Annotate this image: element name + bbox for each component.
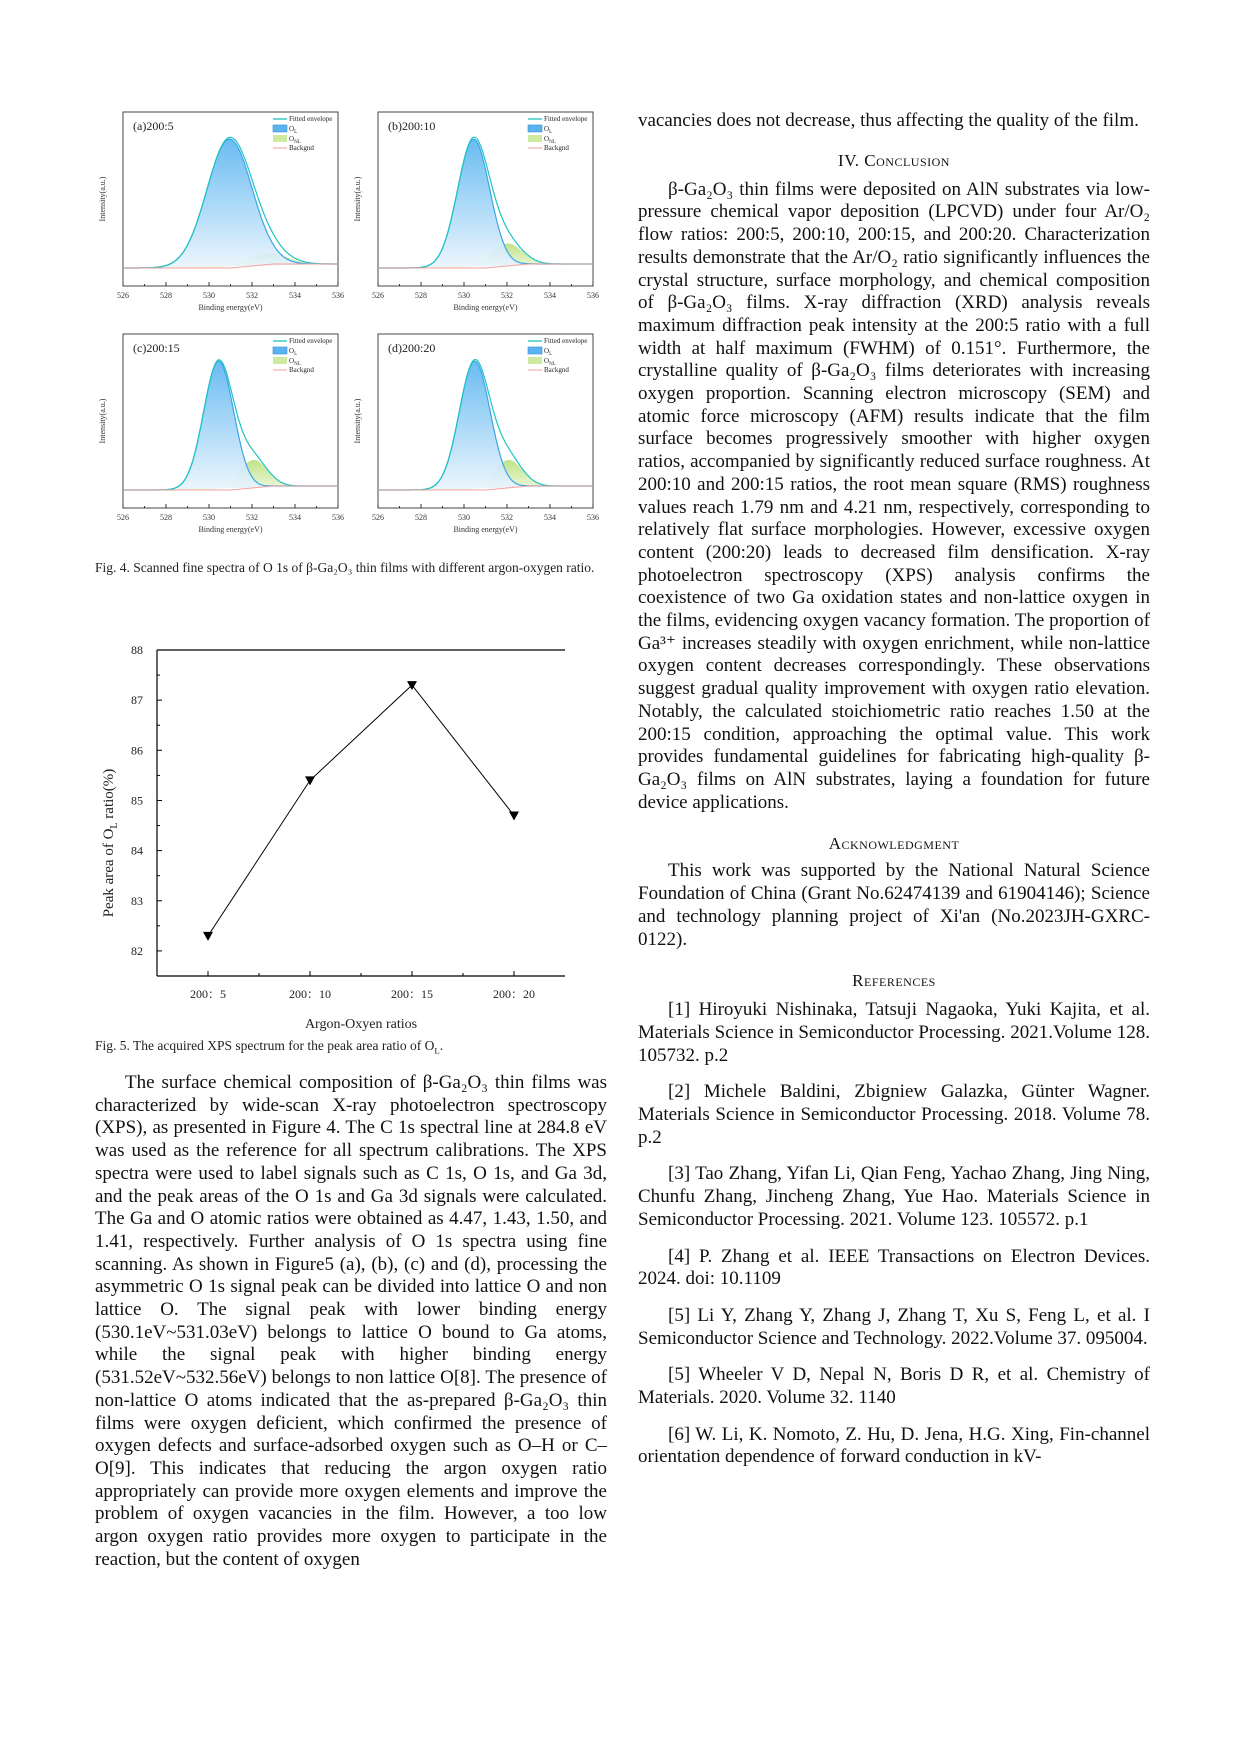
svg-text:82: 82	[131, 943, 143, 958]
svg-text:528: 528	[160, 291, 172, 300]
svg-text:85: 85	[131, 793, 143, 808]
svg-text:530: 530	[203, 513, 215, 522]
svg-text:83: 83	[131, 893, 143, 908]
continuation-paragraph: vacancies does not decrease, thus affecting the quality of the film.	[638, 110, 1139, 131]
svg-text:526: 526	[117, 513, 129, 522]
svg-text:OL: $O_L$	[544, 125, 553, 135]
svg-text:87: 87	[131, 693, 143, 708]
references-list	[638, 999, 1150, 1469]
reference-item: [6] W. Li, K. Nomoto, Z. Hu, D. Jena, H.G. Xing, Fin-channel orientation dependence of forward conduction in kV-	[638, 1423, 1150, 1468]
reference-item: [1] Hiroyuki Nishinaka, Tatsuji Nagaoka, Yuki Kajita, et al. Materials Science in Semiconductor Processing. 2021.Volume 128. 105732. p.2	[638, 999, 1150, 1066]
xps-spectrum-plot	[95, 108, 345, 328]
svg-text:Fitted envelope: Fitted envelope	[544, 337, 588, 345]
reference-item: [5] Wheeler V D, Nepal N, Boris D R, et al. Chemistry of Materials. 2020. Volume 32. 1140	[638, 1364, 1150, 1409]
svg-text:OL: $O_L$	[544, 347, 553, 357]
svg-text:ONL: $O_{NL}$	[289, 357, 301, 367]
reference-item: [2] Michele Baldini, Zbigniew Galazka, Günter Wagner. Materials Science in Semiconductor Processing. 2018. Volume 78. p.2	[638, 1081, 1150, 1148]
svg-text:532: 532	[501, 513, 513, 522]
caption-subscript: L	[434, 1045, 440, 1056]
svg-text:ONL: $O_{NL}$	[544, 135, 556, 145]
reference-item: [4] P. Zhang et al. IEEE Transactions on Electron Devices. 2024. doi: 10.1109	[638, 1245, 1150, 1290]
svg-text:Binding energy(eV): Binding energy(eV)	[198, 303, 263, 312]
figure-4-caption: Fig. 4. Scanned fine spectra of O 1s of β-Ga₂O₃ thin films with different argon-oxygen ratio.	[95, 560, 595, 575]
svg-text:528: 528	[415, 513, 427, 522]
svg-text:(d)200:20: (d)200:20	[388, 341, 436, 355]
xps-spectrum-plot	[350, 108, 600, 328]
svg-text:Intensity(a.u.): Intensity(a.u.)	[98, 398, 107, 444]
svg-text:200：5: 200：5	[189, 987, 227, 1001]
xps-spectrum-plot	[350, 330, 600, 550]
svg-text:536: 536	[332, 291, 344, 300]
svg-text:Backgnd: Backgnd	[544, 366, 569, 374]
svg-text:Intensity(a.u.): Intensity(a.u.)	[353, 398, 362, 444]
svg-text:Backgnd: Backgnd	[289, 366, 314, 374]
svg-text:534: 534	[289, 513, 301, 522]
svg-text:534: 534	[289, 291, 301, 300]
svg-text:536: 536	[587, 291, 599, 300]
caption-end: .	[439, 1038, 444, 1053]
svg-text:Binding energy(eV): Binding energy(eV)	[453, 303, 518, 312]
svg-text:534: 534	[544, 513, 556, 522]
svg-text:200：20: 200：20	[492, 987, 536, 1001]
xps-spectrum-plot	[95, 330, 345, 550]
line-chart	[95, 640, 565, 1040]
xps-panel-b	[350, 108, 600, 328]
svg-text:OL: $O_L$	[289, 125, 298, 135]
svg-text:Argon-Oxyen ratios: Argon-Oxyen ratios	[304, 1017, 418, 1032]
svg-text:530: 530	[203, 291, 215, 300]
conclusion-heading: IV. Conclusion	[838, 150, 950, 170]
svg-text:Intensity(a.u.): Intensity(a.u.)	[353, 176, 362, 222]
acknowledgment-heading: Acknowledgment	[828, 834, 960, 854]
svg-text:526: 526	[117, 291, 129, 300]
xps-panel-c	[95, 330, 345, 550]
svg-text:(b)200:10: (b)200:10	[388, 119, 436, 133]
svg-text:ONL: $O_{NL}$	[544, 357, 556, 367]
svg-text:Binding energy(eV): Binding energy(eV)	[453, 525, 518, 534]
svg-text:530: 530	[458, 513, 470, 522]
svg-text:Intensity(a.u.): Intensity(a.u.)	[98, 176, 107, 222]
svg-text:526: 526	[372, 513, 384, 522]
right-column	[638, 110, 1150, 1483]
reference-item: [5] Li Y, Zhang Y, Zhang J, Zhang T, Xu S, Feng L, et al. I Semiconductor Science and Technology. 2022.Volume 37. 095004.	[638, 1304, 1150, 1349]
svg-text:536: 536	[332, 513, 344, 522]
left-column	[95, 1072, 607, 1571]
figure-5-caption-text: Fig. 5. The acquired XPS spectrum for the peak area ratio of O	[95, 1038, 435, 1053]
svg-text:Backgnd: Backgnd	[289, 144, 314, 152]
xps-paragraph: The surface chemical composition of β-Ga₂O₃ thin films was characterized by wide-scan X-ray photoelectron spectroscopy (XPS), as presented in Figure 4. The C 1s spectral line at 284.8 eV was used as the reference for all spectrum calibrations. The XPS spectra were used to label signals such as C 1s, O 1s, and Ga 3d, and the peak areas of the O 1s and Ga 3d signals were calculated. The Ga and O atomic ratios were obtained as 4.47, 1.43, 1.50, and 1.41, respectively. Further analysis of O 1s spectra using fine scanning. As shown in Figure5 (a), (b), (c) and (d), processing the asymmetric O 1s signal peak can be divided into lattice O and non lattice O. The signal peak with lower binding energy (530.1eV~531.03eV) belongs to lattice O bound to Ga atoms, while the signal peak with higher binding energy (531.52eV~532.56eV) belongs to non lattice O[8]. The presence of non-lattice O atoms indicated that the as-prepared β-Ga₂O₃ thin films were oxygen deficient, which confirmed the presence of oxygen defects and surface-adsorbed oxygen such as O–H or C–O[9]. This indicates that reducing the argon oxygen ratio appropriately can provide more oxygen elements and improve the problem of oxygen vacancies in the film. However, a too low argon oxygen ratio provides more oxygen to participate in the reaction, but the content of oxygen	[95, 1072, 607, 1570]
svg-text:532: 532	[246, 513, 258, 522]
reference-item: [3] Tao Zhang, Yifan Li, Qian Feng, Yachao Zhang, Jing Ning, Chunfu Zhang, Jincheng Zhang, Yue Hao. Materials Science in Semiconductor Processing. 2021. Volume 123. 105572. p.1	[638, 1163, 1150, 1230]
figure-5-chart	[95, 640, 565, 1040]
conclusion-paragraph: β-Ga₂O₃ thin films were deposited on AlN substrates via low-pressure chemical vapor deposition (LPCVD) under four Ar/O₂ flow ratios: 200:5, 200:10, 200:15, and 200:20. Characterization results demonstrate that the Ar/O₂ ratio significantly influences the crystal structure, surface morphology, and chemical composition of β-Ga₂O₃ films. X-ray diffraction (XRD) analysis reveals maximum diffraction peak intensity at the 200:5 ratio with a full width at half maximum (FWHM) of 0.151°. Furthermore, the crystalline quality of β-Ga₂O₃ films deteriorates with increasing oxygen proportion. Scanning electron microscopy (SEM) and atomic force microscopy (AFM) results indicate that the film surface becomes progressively smoother with higher oxygen ratios, accompanied by significantly reduced surface roughness. At 200:10 and 200:15 ratios, the root mean square (RMS) roughness values reach 1.79 nm and 4.21 nm, respectively, corresponding to relatively flat surface morphologies. However, excessive oxygen content (200:20) leads to decreased film densification. X-ray photoelectron spectroscopy (XPS) analysis confirms the coexistence of two Ga oxidation states and non-lattice oxygen in the films, evidencing oxygen vacancy formation. The proportion of Ga³⁺ increases steadily with oxygen enrichment, while non-lattice oxygen content decreases correspondingly. These observations suggest gradual quality improvement with oxygen ratio elevation. Notably, the calculated stoichiometric ratio reaches 1.50 at the 200:15 condition, approaching the optimal value. This work provides fundamental guidelines for fabricating high-quality β-Ga₂O₃ films on AlN substrates, laying a foundation for future device applications.	[638, 178, 1150, 813]
svg-text:Binding energy(eV): Binding energy(eV)	[198, 525, 263, 534]
svg-text:86: 86	[131, 743, 143, 758]
xps-panel-d	[350, 330, 600, 550]
svg-text:Fitted envelope: Fitted envelope	[289, 337, 333, 345]
figure-5-caption	[95, 1037, 605, 1055]
svg-text:534: 534	[544, 291, 556, 300]
svg-text:(c)200:15: (c)200:15	[133, 341, 180, 355]
svg-text:Fitted envelope: Fitted envelope	[289, 115, 333, 123]
acknowledgment-paragraph: This work was supported by the National Natural Science Foundation of China (Grant No.62474139 and 61904146); Science and technology planning project of Xi'an (No.2023JH-GXRC-0122).	[638, 860, 1150, 950]
svg-text:200：10: 200：10	[288, 987, 332, 1001]
svg-text:528: 528	[415, 291, 427, 300]
svg-text:84: 84	[131, 843, 143, 858]
svg-text:526: 526	[372, 291, 384, 300]
svg-text:532: 532	[246, 291, 258, 300]
svg-text:530: 530	[458, 291, 470, 300]
svg-text:Fitted envelope: Fitted envelope	[544, 115, 588, 123]
figure-4	[95, 108, 605, 558]
svg-text:ONL: $O_{NL}$	[289, 135, 301, 145]
svg-text:(a)200:5: (a)200:5	[133, 119, 174, 133]
svg-text:Peak area of OL ratio(%): Peak area of $O_L$ ratio(%)	[101, 768, 120, 918]
references-heading: References	[852, 971, 936, 991]
svg-text:532: 532	[501, 291, 513, 300]
svg-text:88: 88	[131, 643, 143, 657]
svg-text:200：15: 200：15	[390, 987, 434, 1001]
svg-text:528: 528	[160, 513, 172, 522]
svg-text:536: 536	[587, 513, 599, 522]
svg-text:Backgnd: Backgnd	[544, 144, 569, 152]
xps-panel-a	[95, 108, 345, 328]
svg-text:OL: $O_L$	[289, 347, 298, 357]
